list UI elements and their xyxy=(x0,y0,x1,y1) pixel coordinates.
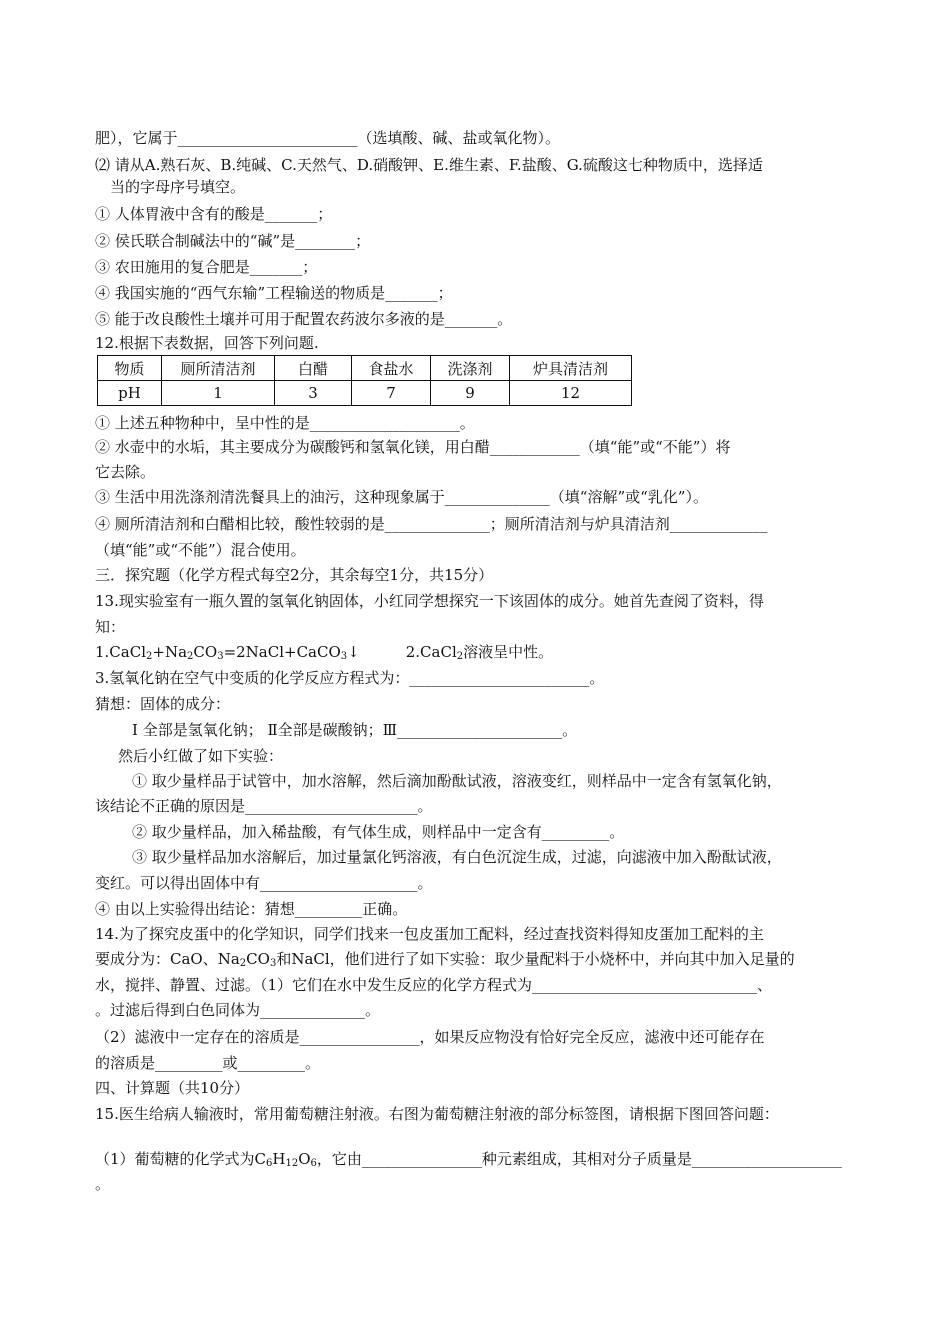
table-header-cell: 洗涤剂 xyxy=(431,356,510,381)
text-line: 变红。可以得出固体中有_____________________。 xyxy=(95,874,433,892)
text-line: ④ 由以上实验得出结论：猜想_________正确。 xyxy=(95,900,408,918)
reference-equations: $1.CaCl_2+Na_2CO_3=2NaCl+CaCO_3↓$ 2.CaCl$_2$溶液呈中性。 xyxy=(95,643,554,662)
table-cell: 7 xyxy=(352,381,431,406)
question-12-title: 12.根据下表数据，回答下列问题. xyxy=(95,334,319,352)
text-line: 肥），它属于________________________（选填酸、碱、盐或氧化物）。 xyxy=(95,129,561,147)
table-cell: 3 xyxy=(275,381,352,406)
text-line: 要成分为：CaO、$Na_2CO_3$和NaCl，他们进行了如下实验：取少量配料于小烧杯中，并向其中加入足量的 xyxy=(95,950,795,969)
fill-blank-1: ① 人体胃液中含有的酸是_______； xyxy=(95,205,333,223)
text-line: 3.氢氧化钠在空气中变质的化学反应方程式为：________________________。 xyxy=(95,669,605,687)
fill-blank-2: ② 侯氏联合制碱法中的“碱”是________； xyxy=(95,232,371,250)
text-line: ③ 生活中用洗涤剂清洗餐具上的油污，这种现象属于______________（填“溶解”或“乳化”）。 xyxy=(95,488,708,506)
text-line: 它去除。 xyxy=(95,463,156,481)
fill-blank-3: ③ 农田施用的复合肥是_______； xyxy=(95,258,318,276)
text-line: ② 水壶中的水垢，其主要成分为碳酸钙和氢氧化镁，用白醋____________（填“能”或“不能”）将 xyxy=(95,438,731,456)
text-line: ② 取少量样品，加入稀盐酸，有气体生成，则样品中一定含有_________。 xyxy=(132,823,625,841)
section-4-heading: 四、计算题（共10分） xyxy=(95,1079,250,1097)
text-line: 知： xyxy=(95,618,126,636)
text-line: 猜想：固体的成分： xyxy=(95,695,231,713)
text-line: 。过滤后得到白色同体为______________。 xyxy=(95,1001,381,1019)
table-cell: pH xyxy=(98,381,162,406)
question-2-stem: ⑵ 请从A.熟石灰、B.纯碱、C.天然气、D.硝酸钾、E.维生素、F.盐酸、G.硫酸这七种物质中，选择适 xyxy=(95,156,763,174)
fill-blank-5: ⑤ 能于改良酸性土壤并可用于配置农药波尔多液的是_______。 xyxy=(95,310,513,328)
text-line: 的溶质是_________或_________。 xyxy=(95,1054,321,1072)
section-3-heading: 三．探究题（化学方程式每空2分，其余每空1分，共15分） xyxy=(95,566,494,584)
table-row xyxy=(98,381,632,406)
table-header-row xyxy=(98,356,632,381)
table-header-cell: 厕所清洁剂 xyxy=(162,356,275,381)
table-cell: 9 xyxy=(431,381,510,406)
question-15-stem: 15.医生给病人输液时，常用葡萄糖注射液。右图为葡萄糖注射液的部分标签图，请根据下图回答问题： xyxy=(95,1105,779,1123)
text-line: 然后小红做了如下实验： xyxy=(118,747,284,765)
text-line: 当的字母序号填空。 xyxy=(110,178,246,196)
table-cell: 12 xyxy=(510,381,632,406)
text-line: ① 取少量样品于试管中，加水溶解，然后滴加酚酞试液，溶液变红，则样品中一定含有氢氧化钠， xyxy=(132,772,782,790)
text-line: ④ 厕所清洁剂和白醋相比较，酸性较弱的是______________；厕所清洁剂与炉具清洁剂_____________ xyxy=(95,515,768,533)
table-header-cell: 食盐水 xyxy=(352,356,431,381)
question-13-stem: 13.现实验室有一瓶久置的氢氧化钠固体，小红同学想探究一下该固体的成分。她首先查阅了资料，得 xyxy=(95,592,764,610)
text-line: ③ 取少量样品加水溶解后，加过量氯化钙溶液，有白色沉淀生成，过滤，向滤液中加入酚酞试液， xyxy=(132,848,782,866)
fill-blank-4: ④ 我国实施的“西气东输”工程输送的物质是_______； xyxy=(95,284,453,302)
text-line: Ⅰ 全部是氢氧化钠； Ⅱ全部是碳酸钠；Ⅲ______________________。 xyxy=(132,721,578,739)
table-cell: 1 xyxy=(162,381,275,406)
table-header-cell: 炉具清洁剂 xyxy=(510,356,632,381)
text-line: 该结论不正确的原因是_______________________。 xyxy=(95,797,433,815)
text-line: （2）滤液中一定存在的溶质是________________，如果反应物没有恰好完全反应，滤液中还可能存在 xyxy=(95,1028,765,1046)
text-line: ① 上述五种物种中，呈中性的是____________________。 xyxy=(95,414,475,432)
text-line: （填“能”或“不能”）混合使用。 xyxy=(95,541,306,559)
table-header-cell: 物质 xyxy=(98,356,162,381)
text-line: 水，搅拌、静置、过滤。（1）它们在水中发生反应的化学方程式为______________________________、 xyxy=(95,976,773,994)
question-14-stem: 14.为了探究皮蛋中的化学知识，同学们找来一包皮蛋加工配料，经过查找资料得知皮蛋加工配料的主 xyxy=(95,925,764,943)
table-header-cell: 白醋 xyxy=(275,356,352,381)
text-line: （1）葡萄糖的化学式为$C_6H_{12}O_6$，它由________________种元素组成，其相对分子质量是____________________ xyxy=(95,1150,842,1169)
text-line: 。 xyxy=(95,1175,111,1193)
ph-table xyxy=(97,355,632,406)
